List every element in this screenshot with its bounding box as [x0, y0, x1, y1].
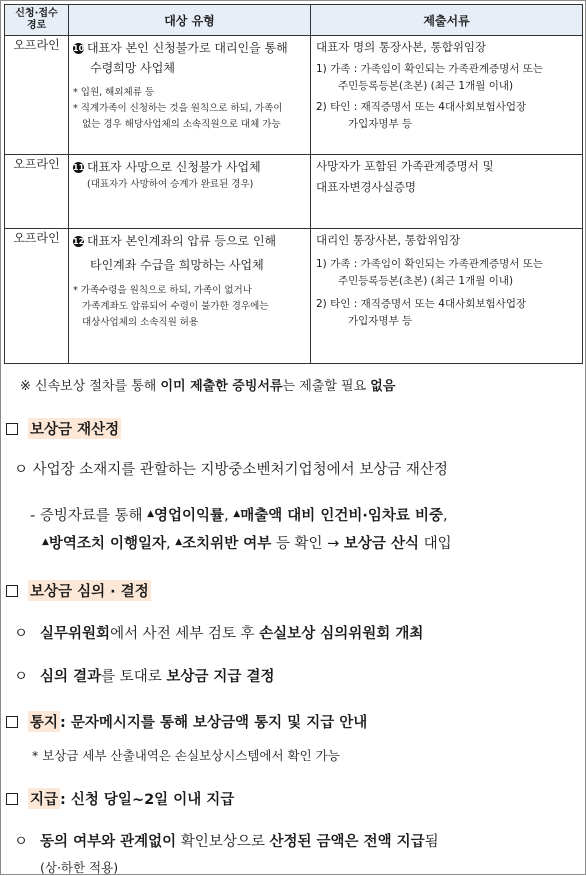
checkbox-square-icon [6, 793, 18, 805]
body-line: ㅇ 사업장 소재지를 관할하는 지방중소벤처기업청에서 보상금 재산정 [14, 462, 448, 478]
checkbox-square-icon [6, 423, 18, 435]
type-line: 대표자 사망으로 신청불가 사업체 [87, 160, 261, 174]
section-title-rest: : 문자메시지를 통해 보상금액 통지 및 지급 안내 [60, 715, 368, 731]
submission-table [4, 4, 583, 364]
notice-text: 는 제출할 필요 [282, 379, 371, 394]
notice-emphasis: 없음 [370, 379, 396, 394]
notice-text: ※ 신속보상 절차를 통해 [20, 379, 161, 394]
circle-bullet-icon: ㅇ [14, 834, 29, 850]
type-cell [69, 229, 311, 364]
triangle-bullet-icon: ▲ [233, 509, 241, 519]
notice-line [20, 375, 395, 394]
body-line [14, 830, 439, 851]
footnote: * 보상금 세부 산출내역은 손실보상시스템에서 확인 가능 [32, 748, 340, 763]
type-note: * 직계가족이 신청하는 것을 원칙으로 하되, 가족이 [73, 103, 283, 114]
number-badge: 11 [73, 163, 85, 172]
type-note: * 가족수령을 원칙으로 하되, 가족이 없거나 [73, 285, 252, 296]
table-row [5, 155, 583, 229]
text-run: 등 확인 → [271, 536, 344, 552]
route-cell: 오프라인 [5, 36, 69, 155]
header-route: 신청·접수 경로 [5, 5, 69, 36]
type-cell [69, 36, 311, 155]
check-item: 영업이익률 [154, 508, 225, 524]
section-deliberation [6, 580, 151, 601]
section-title: 통지 [28, 711, 60, 732]
section-title-rest: : 신청 당일~2일 이내 지급 [60, 792, 235, 808]
type-line: 대표자 본인 신청불가로 대리인을 통해 [87, 41, 288, 55]
text-run: 확인보상으로 [176, 834, 270, 850]
notice-emphasis: 이미 제출한 증빙서류 [160, 379, 283, 394]
type-line: 타인계좌 수급을 희망하는 사업체 [90, 258, 264, 272]
type-note: 없는 경우 해당사업체의 소속직원으로 대체 가능 [82, 119, 281, 130]
type-note: (대표자가 사망하여 승계가 완료된 경우) [87, 179, 254, 190]
section-payment [6, 788, 234, 809]
header-docs: 제출서류 [311, 5, 583, 36]
table-header [5, 5, 583, 36]
text-emphasis: 보상금 지급 결정 [166, 669, 275, 685]
circle-bullet-icon: ㅇ [14, 626, 29, 642]
doc-line: 2) 타인 : 재직증명서 또는 4대사회보험사업장 [316, 298, 527, 310]
type-note: 가족계좌도 압류되어 수령이 불가한 경우에는 [82, 301, 269, 312]
text-emphasis: 심의 결과 [40, 669, 102, 685]
section-title: 보상금 심의 · 결정 [28, 580, 151, 601]
doc-line: 가입자명부 등 [348, 315, 413, 327]
docs-cell [311, 155, 583, 229]
doc-line: 1) 가족 : 가족임이 확인되는 가족관계증명서 또는 [316, 63, 544, 75]
type-line: 수령희망 사업체 [90, 61, 175, 75]
type-cell [69, 155, 311, 229]
number-badge: 10 [73, 44, 85, 53]
section-notification [6, 711, 367, 732]
circle-bullet-icon: ㅇ [14, 669, 29, 685]
text-emphasis: 산정된 금액은 전액 지급 [269, 834, 425, 850]
doc-line: 사망자가 포함된 가족관계증명서 및 [316, 159, 494, 173]
body-line: ▲방역조치 이행일자, ▲조치위반 여부 등 확인 → 보상금 산식 대입 [42, 536, 452, 552]
text-emphasis: 보상금 산식 [343, 536, 419, 552]
text-emphasis: 동의 여부와 관계없이 [40, 834, 177, 850]
text-run: - 증빙자료를 통해 [30, 508, 148, 524]
doc-line: 대표자 명의 통장사본, 통합위임장 [316, 40, 487, 54]
body-line [14, 622, 423, 643]
body-line [14, 665, 275, 686]
text-run: 를 토대로 [101, 669, 167, 685]
triangle-bullet-icon: ▲ [175, 537, 183, 547]
doc-line: 대표자변경사실증명 [316, 180, 416, 194]
check-item: 매출액 대비 인건비·임차료 비중 [240, 508, 443, 524]
text-emphasis: 손실보상 심의위원회 개최 [259, 626, 424, 642]
section-title: 보상금 재산정 [28, 418, 121, 439]
header-type: 대상 유형 [69, 5, 311, 36]
type-line: 대표자 본인계좌의 압류 등으로 인해 [87, 234, 277, 248]
number-badge: 12 [73, 237, 85, 246]
doc-line: 주민등록등본(초본) (최근 1개월 이내) [338, 275, 514, 287]
table-row [5, 36, 583, 155]
check-item: 조치위반 여부 [182, 536, 272, 552]
doc-line: 가입자명부 등 [348, 118, 413, 130]
text-run: 대입 [418, 536, 452, 552]
route-cell: 오프라인 [5, 155, 69, 229]
text-emphasis: 실무위원회 [40, 626, 111, 642]
doc-line: 2) 타인 : 재직증명서 또는 4대사회보험사업장 [316, 101, 527, 113]
section-recalculation [6, 418, 121, 439]
route-cell: 오프라인 [5, 229, 69, 364]
type-note: * 입원, 해외체류 등 [73, 87, 155, 98]
table-row [5, 229, 583, 364]
checkbox-square-icon [6, 716, 18, 728]
triangle-bullet-icon: ▲ [42, 537, 49, 547]
docs-cell [311, 229, 583, 364]
doc-line: 1) 가족 : 가족임이 확인되는 가족관계증명서 또는 [316, 258, 544, 270]
text-run: 됨 [424, 834, 439, 850]
body-line: (상·하한 적용) [40, 860, 119, 875]
docs-cell [311, 36, 583, 155]
type-note: 대상사업체의 소속직원 허용 [82, 317, 199, 328]
triangle-bullet-icon: ▲ [147, 509, 155, 519]
checkbox-square-icon [6, 585, 18, 597]
body-line: - 증빙자료를 통해 ▲영업이익률, ▲매출액 대비 인건비·임차료 비중, [30, 508, 448, 524]
section-title: 지급 [28, 788, 60, 809]
check-item: 방역조치 이행일자 [48, 536, 167, 552]
text-run: 에서 사전 세부 검토 후 [110, 626, 260, 642]
doc-line: 대리인 통장사본, 통합위임장 [316, 233, 461, 247]
doc-line: 주민등록등본(초본) (최근 1개월 이내) [338, 80, 514, 92]
